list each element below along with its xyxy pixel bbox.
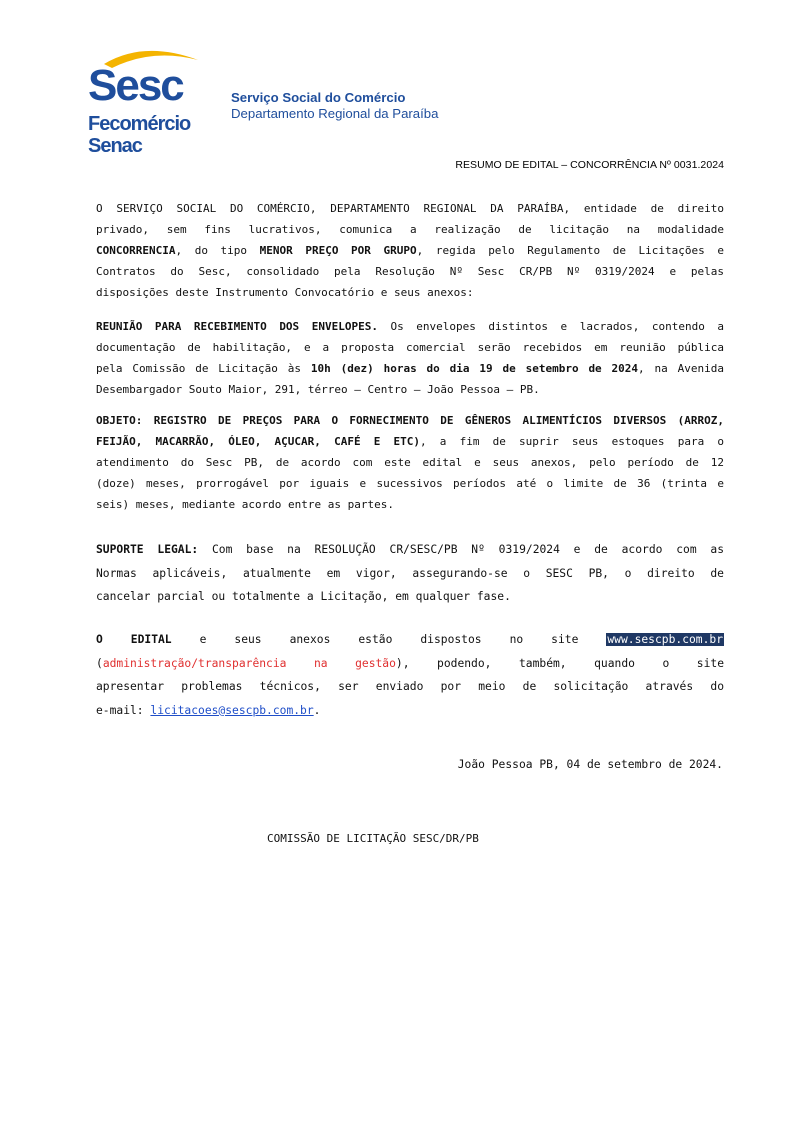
edital-text: ( bbox=[96, 656, 103, 670]
website-link[interactable]: www.sescpb.com.br bbox=[607, 633, 723, 646]
object-line-4: (doze) meses, prorrogável por iguais e sucessivos períodos até o limite de 36 (trinta e bbox=[96, 477, 724, 490]
meeting-text: pela Comissão de Licitação às bbox=[96, 362, 311, 375]
organization-header bbox=[231, 90, 438, 122]
legal-line-1 bbox=[96, 538, 724, 562]
edital-text: e-mail: bbox=[96, 703, 151, 717]
meeting-line-2: documentação de habilitação, e a proposta comercial serão recebidos em reunião pública bbox=[96, 341, 724, 354]
object-paragraph bbox=[96, 410, 724, 515]
edital-text: ), podendo, também, quando o site bbox=[395, 656, 724, 670]
department-name: Departamento Regional da Paraíba bbox=[231, 106, 439, 121]
intro-line-4: Contratos do Sesc, consolidado pela Resolução Nº Sesc CR/PB Nº 0319/2024 e pelas bbox=[96, 265, 724, 278]
intro-line-3 bbox=[96, 240, 724, 261]
meeting-line-4: Desembargador Souto Maior, 291, térreo – Centro – João Pessoa – PB. bbox=[96, 383, 540, 396]
meeting-line-3 bbox=[96, 358, 724, 379]
intro-line-2: privado, sem fins lucrativos, comunica a realização de licitação na modalidade bbox=[96, 223, 724, 236]
intro-paragraph bbox=[96, 198, 724, 303]
object-line-1 bbox=[96, 410, 724, 431]
logo-fecomercio: Fecomércio bbox=[88, 113, 191, 135]
legal-line-2: Normas aplicáveis, atualmente em vigor, assegurando-se o SESC PB, o direito de bbox=[96, 566, 724, 580]
legal-line-3: cancelar parcial ou totalmente a Licitação, em qualquer fase. bbox=[96, 590, 511, 603]
edital-heading: O EDITAL bbox=[96, 633, 172, 646]
object-line-2 bbox=[96, 431, 724, 452]
edital-text: . bbox=[313, 703, 321, 717]
legal-text: Com base na RESOLUÇÃO CR/SESC/PB Nº 0319/2024 e de acordo com as bbox=[198, 543, 724, 556]
object-items: FEIJÃO, MACARRÃO, ÓLEO, AÇUCAR, CAFÉ E ETC) bbox=[96, 435, 421, 448]
organization-name: Serviço Social do Comércio bbox=[231, 90, 406, 105]
object-heading: OBJETO: REGISTRO DE PREÇOS PARA O FORNECIMENTO DE GÊNEROS ALIMENTÍCIOS DIVERSOS (ARROZ, bbox=[96, 414, 724, 427]
meeting-text: Os envelopes distintos e lacrados, contendo a bbox=[377, 320, 725, 333]
meeting-line-1 bbox=[96, 316, 724, 337]
logo-brand: Sesc bbox=[88, 61, 183, 110]
legal-heading: SUPORTE LEGAL: bbox=[96, 543, 199, 556]
intro-text: , regida pelo Regulamento de Licitações e bbox=[416, 244, 725, 257]
legal-support-paragraph bbox=[96, 538, 724, 609]
intro-line-5: disposições deste Instrumento Convocatório e seus anexos: bbox=[96, 286, 474, 299]
tender-type: MENOR PREÇO POR GRUPO bbox=[259, 244, 417, 257]
modality: CONCORRENCIA bbox=[96, 244, 176, 257]
transparency-path: administração/transparência na gestão bbox=[102, 656, 396, 670]
edital-line-3: apresentar problemas técnicos, ser enviado por meio de solicitação através do bbox=[96, 680, 724, 693]
object-line-3: atendimento do Sesc PB, de acordo com este edital e seus anexos, pelo período de 12 bbox=[96, 456, 724, 469]
edital-line-1 bbox=[96, 628, 724, 652]
object-line-5: seis) meses, mediante acordo entre as partes. bbox=[96, 498, 395, 511]
edital-paragraph bbox=[96, 628, 724, 722]
meeting-text: , na Avenida bbox=[638, 362, 724, 375]
meeting-heading: REUNIÃO PARA RECEBIMENTO DOS ENVELOPES. bbox=[96, 320, 378, 333]
document-title: RESUMO DE EDITAL – CONCORRÊNCIA Nº 0031.2024 bbox=[455, 159, 724, 171]
edital-text: e seus anexos estão dispostos no site bbox=[171, 633, 607, 646]
meeting-datetime: 10h (dez) horas do dia 19 de setembro de 2024 bbox=[310, 362, 639, 375]
edital-line-2 bbox=[96, 652, 724, 676]
intro-text: , do tipo bbox=[175, 244, 260, 257]
logo-graphic bbox=[86, 42, 204, 157]
edital-line-4 bbox=[96, 699, 724, 723]
email-link[interactable]: licitacoes@sescpb.com.br bbox=[150, 703, 314, 717]
intro-line-1: O SERVIÇO SOCIAL DO COMÉRCIO, DEPARTAMENTO REGIONAL DA PARAÍBA, entidade de direito bbox=[96, 202, 724, 215]
document-date: João Pessoa PB, 04 de setembro de 2024. bbox=[457, 758, 723, 771]
signature-line: COMISSÃO DE LICITAÇÃO SESC/DR/PB bbox=[267, 832, 479, 845]
logo-senac: Senac bbox=[88, 135, 142, 157]
meeting-paragraph bbox=[96, 316, 724, 400]
sesc-fecomercio-senac-logo bbox=[86, 42, 204, 157]
object-text: , a fim de suprir seus estoques para o bbox=[420, 435, 724, 448]
